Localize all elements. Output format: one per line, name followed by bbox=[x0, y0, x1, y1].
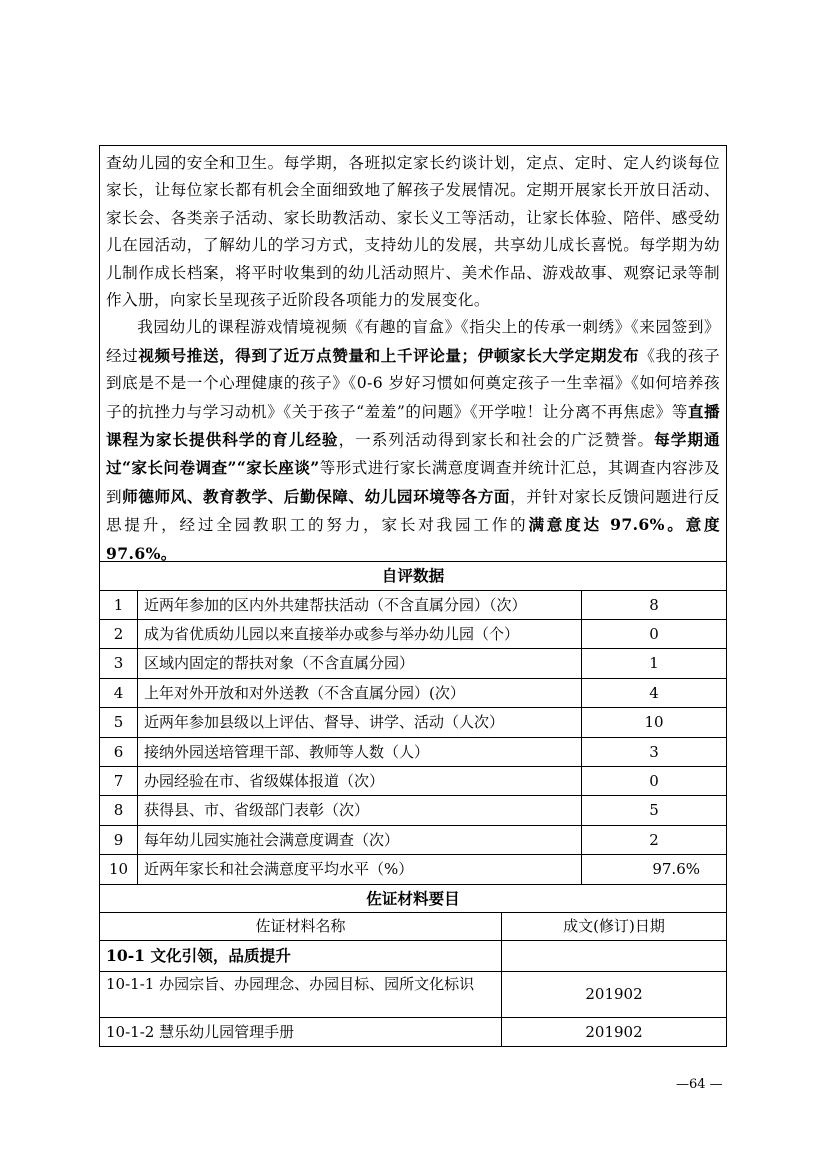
row-number: 8 bbox=[100, 796, 138, 824]
row-label: 接纳外园送培管理干部、教师等人数（人） bbox=[138, 738, 582, 766]
table-row bbox=[100, 679, 726, 708]
text-run: 《我的孩子到底是不是一个心理健康的孩子》《0-6 岁好习惯如何奠定孩子一生幸福》《如何培养孩子的抗挫力与学习动机》《关于孩子“羞羞”的问题》《开学啦！让分离不再焦虑》等 bbox=[106, 346, 720, 421]
self-eval-title: 自评数据 bbox=[100, 562, 726, 591]
row-value: 10 bbox=[644, 713, 664, 732]
row-number: 9 bbox=[100, 826, 138, 854]
bold-run: 直播课程为家长提供科学的育儿经验 bbox=[106, 401, 720, 450]
material-date: 201902 bbox=[585, 1023, 643, 1042]
row-label: 区域内固定的帮扶对象（不含直属分园） bbox=[138, 649, 582, 677]
table-row bbox=[100, 796, 726, 825]
row-label: 获得县、市、省级部门表彰（次） bbox=[138, 796, 582, 824]
text-run: 我园幼儿的课程游戏情境视频《有趣的盲盒》《指尖上的传承一刺绣》《来园签到》经过 bbox=[106, 318, 720, 365]
table-row bbox=[100, 826, 726, 855]
table-row bbox=[100, 738, 726, 767]
material-date: 201902 bbox=[585, 985, 643, 1004]
row-value: 97.6% bbox=[652, 860, 700, 879]
material-name: 10-1-1 办园宗旨、办园理念、办园目标、园所文化标识 bbox=[100, 972, 502, 1017]
row-label: 成为省优质幼儿园以来直接举办或参与举办幼儿园（个） bbox=[138, 620, 582, 648]
group-date-cell bbox=[502, 941, 726, 971]
row-number: 6 bbox=[100, 738, 138, 766]
group-label: 10-1 文化引领，品质提升 bbox=[100, 941, 502, 971]
row-label: 上年对外开放和对外送教（不含直属分园）(次） bbox=[138, 679, 582, 707]
row-number: 7 bbox=[100, 767, 138, 795]
row-value: 2 bbox=[649, 830, 659, 849]
row-label: 每年幼儿园实施社会满意度调查（次） bbox=[138, 826, 582, 854]
row-value: 8 bbox=[649, 595, 659, 614]
row-value: 4 bbox=[649, 683, 659, 702]
row-number: 10 bbox=[100, 855, 138, 883]
row-value: 3 bbox=[649, 742, 659, 761]
document-frame bbox=[99, 145, 727, 1047]
table-row bbox=[100, 767, 726, 796]
row-number: 2 bbox=[100, 620, 138, 648]
self-eval-table bbox=[100, 591, 726, 885]
table-row bbox=[100, 620, 726, 649]
materials-header-row bbox=[100, 913, 726, 941]
page-number: —64 — bbox=[676, 1077, 723, 1092]
row-number: 4 bbox=[100, 679, 138, 707]
materials-group-row bbox=[100, 941, 726, 972]
row-label: 办园经验在市、省级媒体报道（次） bbox=[138, 767, 582, 795]
row-value: 0 bbox=[649, 624, 659, 643]
table-row bbox=[100, 972, 726, 1018]
table-row bbox=[100, 1018, 726, 1046]
bold-run: 满意度达 97.6%。意度 97.6%。 bbox=[106, 515, 720, 563]
text-run: ，一系列活动得到家长和社会的广泛赞誉。 bbox=[338, 431, 655, 450]
row-value: 1 bbox=[649, 654, 659, 673]
row-number: 5 bbox=[100, 708, 138, 736]
table-row bbox=[100, 708, 726, 737]
table-row bbox=[100, 591, 726, 620]
bold-run: 视频号推送，得到了近万点赞量和上千评论量；伊顿家长大学定期发布 bbox=[138, 345, 640, 365]
column-header-name: 佐证材料名称 bbox=[100, 913, 502, 940]
body-text bbox=[100, 146, 726, 562]
row-number: 1 bbox=[100, 591, 138, 619]
text-run: 等形式进行家长满意度调查并统计汇总，其调查内容涉及到 bbox=[106, 459, 720, 506]
materials-table bbox=[100, 913, 726, 1046]
paragraph-2 bbox=[106, 314, 720, 568]
paragraph-1: 查幼儿园的安全和卫生。每学期，各班拟定家长约谈计划，定点、定时、定人约谈每位家长，让每位家长都有机会全面细致地了解孩子发展情况。定期开展家长开放日活动、家长会、各类亲子活动、家长助教活动、家长义工等活动，让家长体验、陪伴、感受幼儿在园活动，了解幼儿的学习方式，支持幼儿的发展，共享幼儿成长喜悦。每学期为幼儿制作成长档案，将平时收集到的幼儿活动照片、美术作品、游戏故事、观察记录等制作入册，向家长呈现孩子近阶段各项能力的发展变化。 bbox=[106, 154, 720, 310]
column-header-date: 成文(修订)日期 bbox=[563, 917, 665, 936]
materials-title: 佐证材料要目 bbox=[100, 885, 726, 914]
table-row bbox=[100, 855, 726, 884]
bold-run: 师德师风、教育教学、后勤保障、幼儿园环境等各方面 bbox=[122, 486, 511, 506]
material-name: 10-1-2 慧乐幼儿园管理手册 bbox=[100, 1018, 502, 1046]
table-row bbox=[100, 649, 726, 678]
row-number: 3 bbox=[100, 649, 138, 677]
text-run: ，并针对家长反馈问题进行反思提升，经过全园教职工的努力，家长对我园工作的 bbox=[106, 487, 720, 535]
row-label: 近两年参加县级以上评估、督导、讲学、活动（人次） bbox=[138, 708, 582, 736]
row-value: 0 bbox=[649, 771, 659, 790]
row-value: 5 bbox=[649, 801, 659, 820]
row-label: 近两年参加的区内外共建帮扶活动（不含直属分园）（次） bbox=[138, 591, 582, 619]
bold-run: 每学期通过“家长问卷调查”“家长座谈” bbox=[106, 430, 720, 478]
row-label: 近两年家长和社会满意度平均水平（%） bbox=[138, 855, 582, 883]
